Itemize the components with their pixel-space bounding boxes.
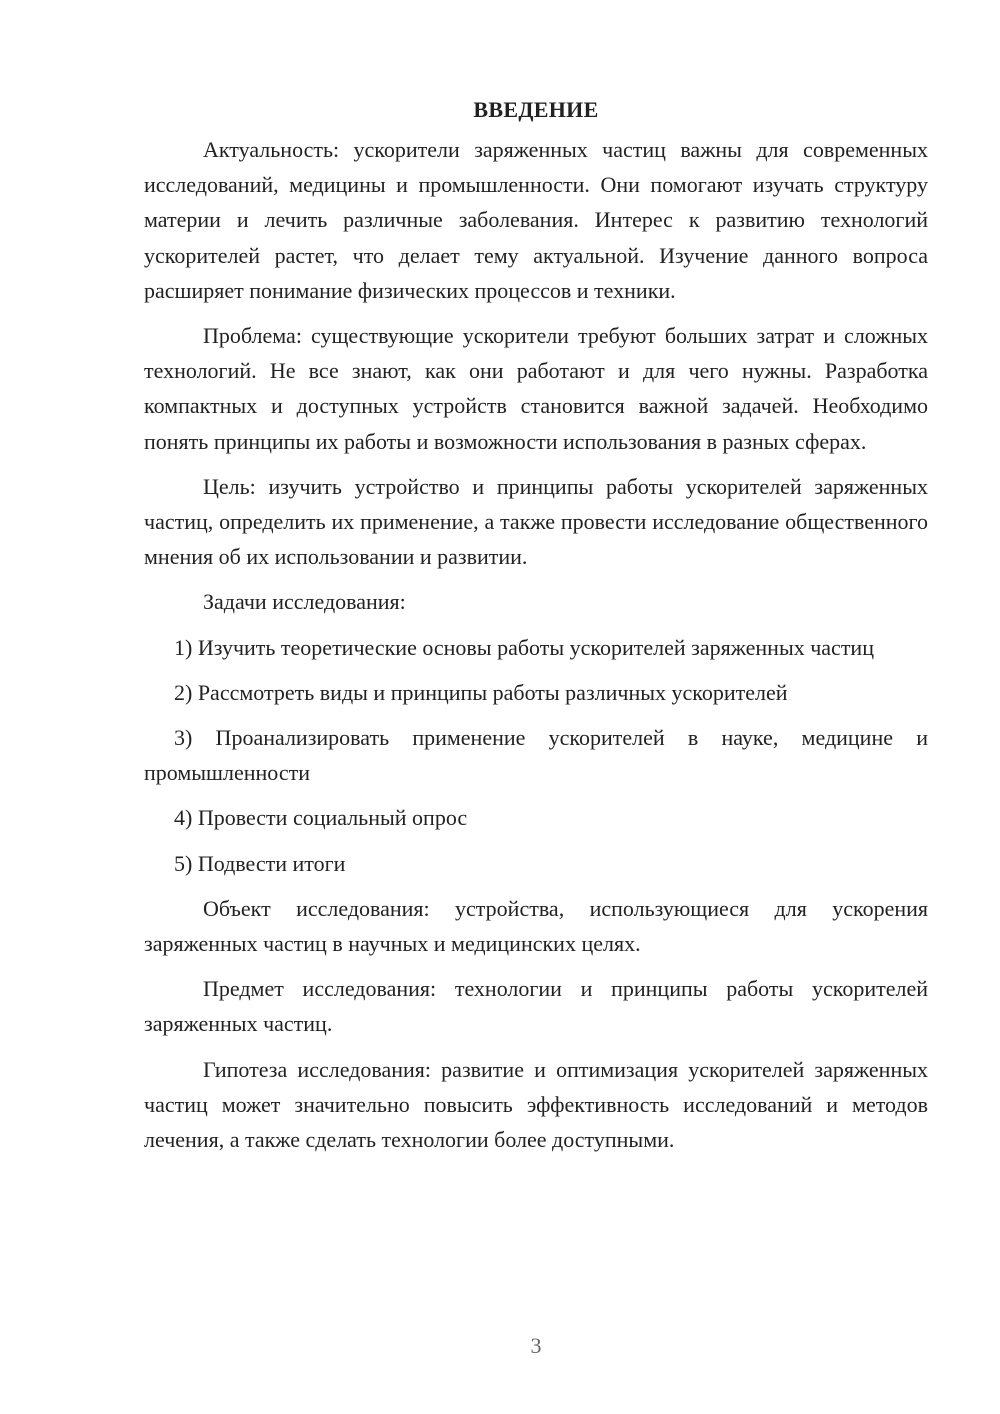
task-item: 1) Изучить теоретические основы работы ускорителей заряженных частиц	[174, 634, 874, 660]
object-paragraph: Объект исследования: устройства, использующиеся для ускорения заряженных частиц в научных и медицинских целях.	[144, 895, 928, 957]
page-number: 3	[530, 1333, 542, 1358]
task-item: 4) Провести социальный опрос	[174, 805, 468, 831]
task-item: 2) Рассмотреть виды и принципы работы различных ускорителей	[174, 679, 788, 705]
relevance-paragraph: Актуальность: ускорители заряженных частиц важны для современных исследований, медицины и промышленности. Они помогают изучать структуру материи и лечить различные заболевания. Интерес к развитию технологий ускорителей растет, что делает тему актуальной. Изучение данного вопроса расширяет понимание физических процессов и техники.	[144, 137, 928, 303]
hypothesis-paragraph: Гипотеза исследования: развитие и оптимизация ускорителей заряженных частиц может значительно повысить эффективность исследований и методов лечения, а также сделать технологии более доступными.	[144, 1056, 928, 1153]
subject-paragraph: Предмет исследования: технологии и принципы работы ускорителей заряженных частиц.	[144, 976, 928, 1037]
goal-paragraph: Цель: изучить устройство и принципы работы ускорителей заряженных частиц, определить их применение, а также провести исследование общественного мнения об их использовании и развитии.	[144, 473, 928, 570]
task-item: 5) Подвести итоги	[174, 850, 346, 876]
task-item: 3) Проанализировать применение ускорителей в науке, медицине и промышленности	[144, 725, 928, 786]
problem-paragraph: Проблема: существующие ускорители требуют больших затрат и сложных технологий. Не все знают, как они работают и для чего нужны. Разработка компактных и доступных устройств становится важной задачей. Необходимо понять принципы их работы и возможности использования в разных сферах.	[144, 323, 928, 454]
document-page	[144, 92, 928, 1167]
section-title: ВВЕДЕНИЕ	[473, 97, 599, 122]
tasks-heading: Задачи исследования:	[203, 589, 406, 615]
